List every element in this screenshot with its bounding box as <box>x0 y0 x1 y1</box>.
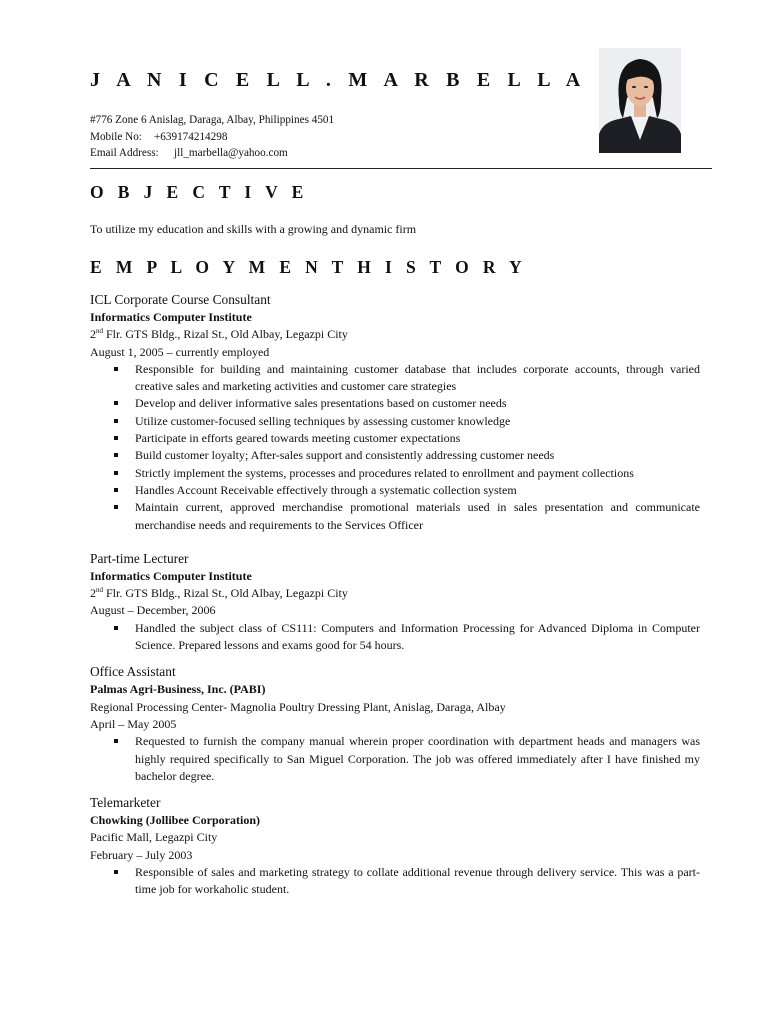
contact-block <box>90 112 334 162</box>
job-title: Office Assistant <box>90 664 176 680</box>
address-line: #776 Zone 6 Anislag, Daraga, Albay, Philippines 4501 <box>90 114 335 126</box>
job-title: Telemarketer <box>90 795 161 811</box>
objective-text: To utilize my education and skills with a growing and dynamic firm <box>90 222 417 236</box>
job-location: Regional Processing Center- Magnolia Poultry Dressing Plant, Anislag, Daraga, Albay <box>90 699 506 714</box>
location-address: Flr. GTS Bldg., Rizal St., Old Albay, Legazpi City <box>103 327 348 342</box>
email-label: Email Address: <box>90 147 159 159</box>
job-location: Pacific Mall, Legazpi City <box>90 830 218 845</box>
mobile-number: +639174214298 <box>154 130 228 143</box>
mobile-line <box>90 129 334 146</box>
email-address: jll_marbella@yahoo.com <box>174 147 288 159</box>
location-floor: 2 <box>90 327 96 342</box>
candidate-name: J A N I C E L L . M A R B E L L A <box>90 69 587 91</box>
responsibility-item: Handled the subject class of CS111: Computers and Information Processing for Advanced Diploma in Computer Science. Prepared lessons and exams good for 54 hours. <box>90 620 700 655</box>
location-address: Flr. GTS Bldg., Rizal St., Old Albay, Legazpi City <box>103 586 348 601</box>
job-entry <box>90 663 700 785</box>
job-title: ICL Corporate Course Consultant <box>90 292 271 307</box>
responsibility-item: Build customer loyalty; After-sales support and consistently addressing customer needs <box>90 447 700 464</box>
responsibility-list <box>90 620 700 655</box>
company-name: Informatics Computer Institute <box>90 310 252 324</box>
responsibility-list <box>90 361 700 534</box>
responsibility-list <box>90 733 700 785</box>
responsibility-item: Responsible of sales and marketing strategy to collate additional revenue through delivery service. This was a part-time job for workaholic student. <box>90 864 700 899</box>
job-entry <box>90 794 700 898</box>
job-location <box>90 585 700 602</box>
objective-heading: O B J E C T I V E <box>90 182 309 202</box>
responsibility-item: Handles Account Receivable effectively through a systematic collection system <box>90 482 700 499</box>
job-location <box>90 326 700 343</box>
company-name: Informatics Computer Institute <box>90 568 252 583</box>
portrait-photo-icon <box>599 48 681 153</box>
location-floor-suffix: nd <box>96 327 103 336</box>
employment-heading: E M P L O Y M E N T H I S T O R Y <box>90 257 527 277</box>
responsibility-item: Utilize customer-focused selling techniques by assessing customer knowledge <box>90 413 700 430</box>
responsibility-list <box>90 864 700 899</box>
job-dates: April – May 2005 <box>90 716 177 731</box>
job-title: Part-time Lecturer <box>90 550 189 566</box>
responsibility-item: Strictly implement the systems, processes and procedures related to enrollment and payment collections <box>90 465 700 482</box>
responsibility-item: Responsible for building and maintaining customer database that includes corporate accounts, through varied creative sales and marketing activities and customer care strategies <box>90 361 700 396</box>
job-dates: August – December, 2006 <box>90 603 216 618</box>
company-name: Chowking (Jollibee Corporation) <box>90 813 261 828</box>
job-dates: February – July 2003 <box>90 847 193 862</box>
portrait-photo <box>599 48 681 153</box>
job-entry <box>90 550 700 654</box>
job-entry <box>90 291 700 534</box>
responsibility-item: Maintain current, approved merchandise promotional materials used in sales presentation and communicate merchandise needs and requirements to the Services Officer <box>90 499 700 534</box>
header-divider <box>90 168 712 169</box>
company-name: Palmas Agri-Business, Inc. (PABI) <box>90 682 266 697</box>
email-line <box>90 145 334 162</box>
location-floor: 2 <box>90 586 96 601</box>
location-floor-suffix: nd <box>96 586 103 595</box>
responsibility-item: Develop and deliver informative sales presentations based on customer needs <box>90 395 700 412</box>
responsibility-item: Participate in efforts geared towards meeting customer expectations <box>90 430 700 447</box>
responsibility-item: Requested to furnish the company manual wherein proper coordination with department heads and managers was highly required specifically to San Miguel Corporation. The job was offered immediately after I have finished my bachelor degree. <box>90 733 700 785</box>
employment-history <box>90 291 700 899</box>
job-dates: August 1, 2005 – currently employed <box>90 344 270 359</box>
mobile-label: Mobile No: <box>90 130 142 143</box>
